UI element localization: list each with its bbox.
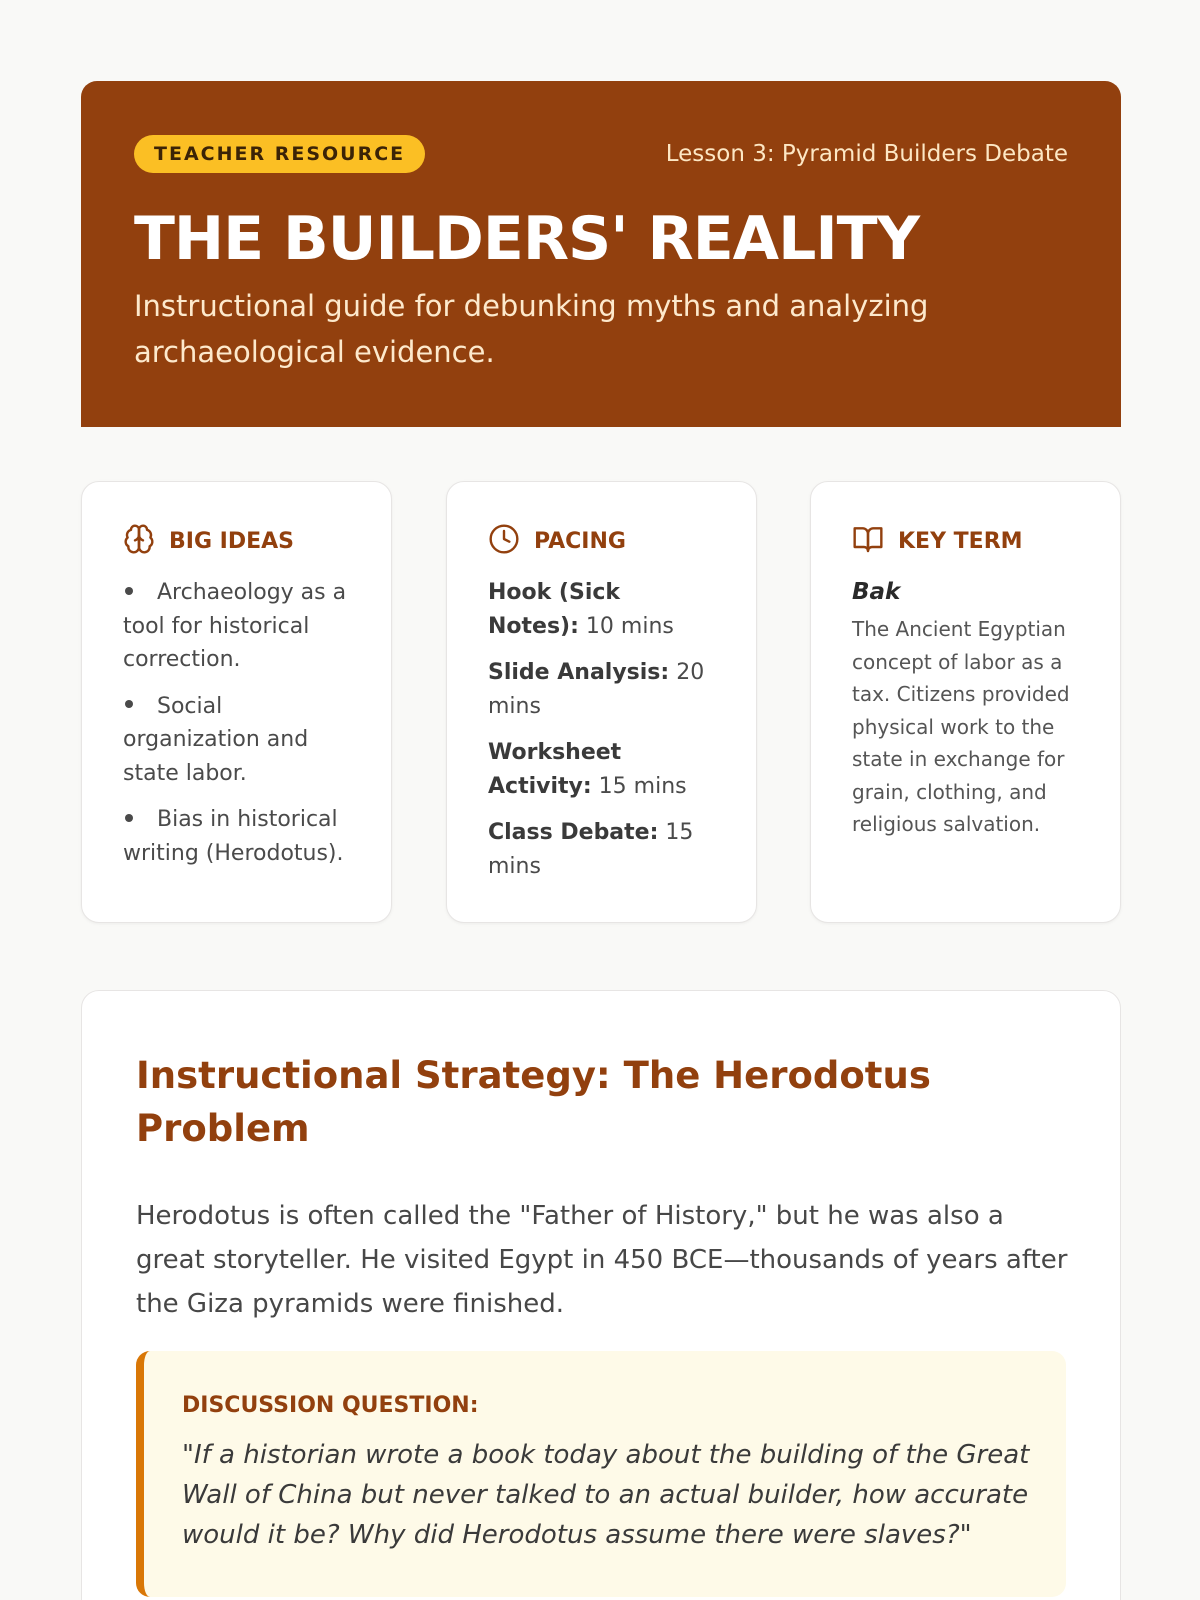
- lesson-label: Lesson 3: Pyramid Builders Debate: [665, 141, 1068, 167]
- teacher-resource-badge: TEACHER RESOURCE: [134, 135, 425, 173]
- book-open-icon: [852, 523, 884, 559]
- brain-icon: [123, 523, 155, 559]
- strategy-panel: [81, 990, 1121, 1600]
- pacing-item: [488, 576, 718, 643]
- clock-icon: [488, 523, 520, 559]
- page-title: THE BUILDERS' REALITY: [134, 204, 920, 274]
- pacing-title: PACING: [534, 528, 626, 554]
- pacing-item-label: Worksheet Activity:: [488, 740, 622, 799]
- key-term-word: Bak: [852, 579, 901, 605]
- list-item: [123, 690, 353, 791]
- strategy-text: Herodotus is often called the "Father of History," but he was also a great storyteller. He visited Egypt in 450 BCE—thousands of years after the Giza pyramids were finished.: [136, 1201, 1068, 1319]
- list-item: [123, 576, 353, 677]
- strategy-title: Instructional Strategy: The Herodotus Problem: [136, 1054, 931, 1150]
- key-term-body: [852, 576, 1082, 841]
- discussion-callout: [136, 1351, 1066, 1597]
- big-ideas-header: [123, 524, 294, 558]
- bullet-dot: [125, 587, 133, 595]
- pacing-item: [488, 736, 718, 803]
- pacing-item: [488, 656, 718, 723]
- bullet-dot: [125, 814, 133, 822]
- pacing-item-label: Hook (Sick Notes):: [488, 580, 621, 639]
- pacing-item: [488, 816, 718, 883]
- list-item-text: Archaeology as a tool for historical correction.: [123, 580, 347, 672]
- big-ideas-list: [123, 576, 353, 883]
- key-term-title: KEY TERM: [898, 528, 1023, 554]
- big-ideas-card: [81, 481, 392, 923]
- key-term-header: [852, 524, 1023, 558]
- list-item-text: Social organization and state labor.: [123, 693, 309, 786]
- list-item-text: Bias in historical writing (Herodotus).: [123, 807, 344, 866]
- pacing-item-value: 15 mins: [488, 820, 694, 879]
- page-subtitle: Instructional guide for debunking myths and analyzing archaeological evidence.: [134, 289, 929, 369]
- header-banner: [81, 81, 1121, 427]
- pacing-item-value: 10 mins: [585, 613, 674, 639]
- pacing-item-label: Slide Analysis:: [488, 660, 670, 685]
- pacing-item-value: 15 mins: [598, 773, 687, 799]
- key-term-definition: The Ancient Egyptian concept of labor as a tax. Citizens provided physical work to the state in exchange for grain, clothing, and religious salvation.: [852, 617, 1070, 836]
- pacing-item-label: Class Debate:: [488, 820, 659, 845]
- key-term-card: [810, 481, 1121, 923]
- big-ideas-title: BIG IDEAS: [169, 528, 295, 554]
- bullet-dot: [125, 700, 133, 708]
- pacing-list: [488, 576, 718, 896]
- pacing-header: [488, 524, 626, 558]
- discussion-question: "If a historian wrote a book today about the building of the Great Wall of China but never talked to an actual builder, how accurate would it be? Why did Herodotus assume there were slaves?": [182, 1440, 1030, 1550]
- list-item: [123, 803, 353, 870]
- pacing-card: [446, 481, 757, 923]
- discussion-label: DISCUSSION QUESTION:: [182, 1393, 479, 1418]
- pacing-item-value: 20 mins: [488, 660, 705, 719]
